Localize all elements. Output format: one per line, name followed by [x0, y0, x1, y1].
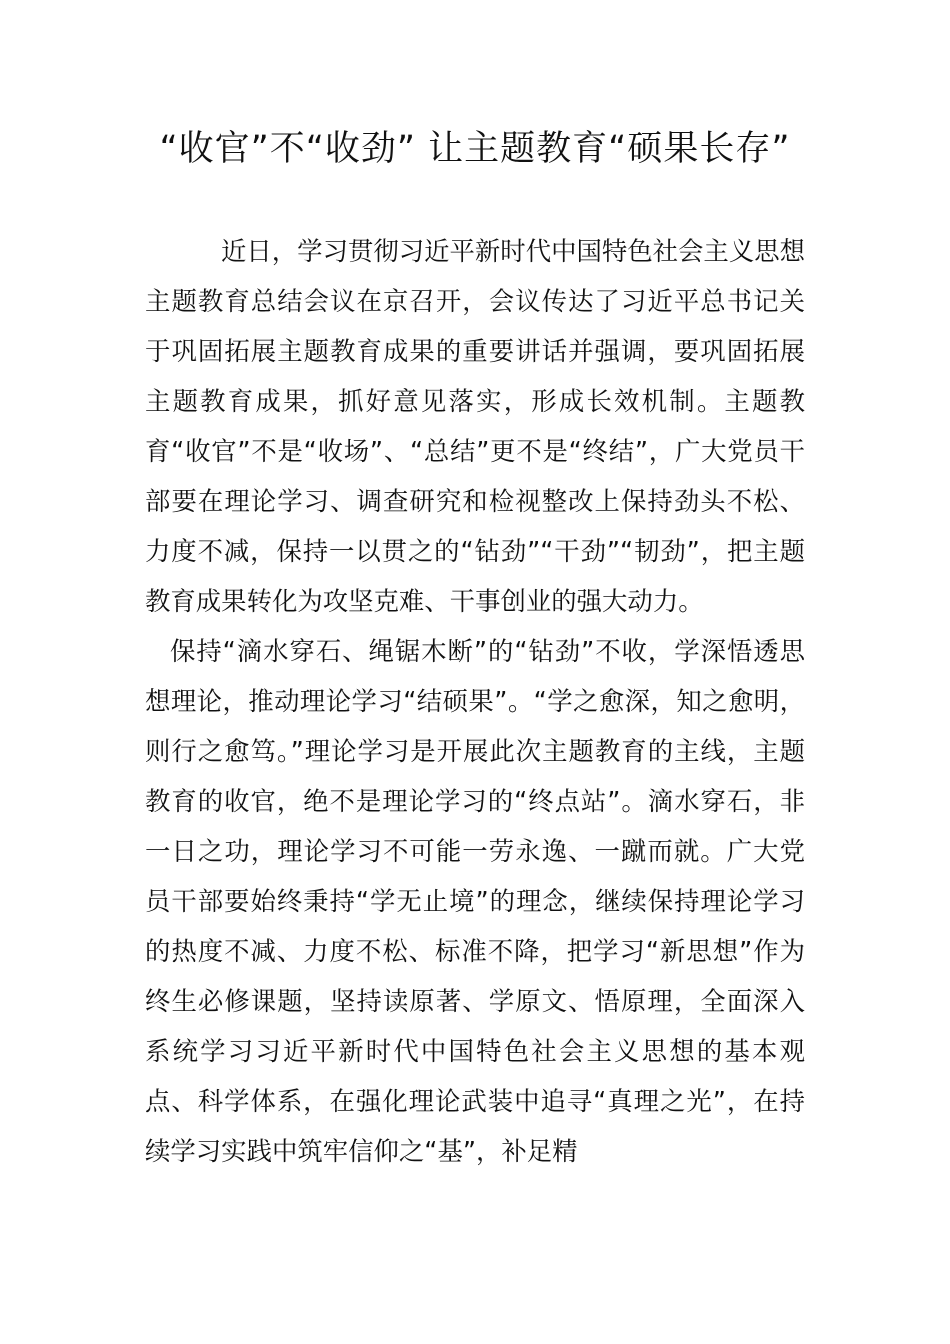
document-title: “收官”不“收劲” 让主题教育“硕果长存” [159, 129, 791, 169]
paragraph-theory-study: 保持“滴水穿石、绳锯木断”的“钻劲”不收，学深悟透思想理论，推动理论学习“结硕果”。“学之愈深，知之愈明，则行之愈笃。”理论学习是开展此次主题教育的主线，主题教育的收官，绝不是理论学习的“终点站”。滴水穿石，非一日之功，理论学习不可能一劳永逸、一蹴而就。广大党员干部要始终秉持“学无止境”的理念，继续保持理论学习的热度不减、力度不松、标准不降，把学习“新思想”作为终生必修课题，坚持读原著、学原文、悟原理，全面深入系统学习习近平新时代中国特色社会主义思想的基本观点、科学体系，在强化理论武装中追寻“真理之光”，在持续学习实践中筑牢信仰之“基”，补足精 [145, 636, 805, 1166]
paragraph-intro: 近日，学习贯彻习近平新时代中国特色社会主义思想主题教育总结会议在京召开，会议传达了习近平总书记关于巩固拓展主题教育成果的重要讲话并强调，要巩固拓展主题教育成果，抓好意见落实，形成长效机制。主题教育“收官”不是“收场”、“总结”更不是“终结”，广大党员干部要在理论学习、调查研究和检视整改上保持劲头不松、力度不减，保持一以贯之的“钻劲”“干劲”“韧劲”，把主题教育成果转化为攻坚克难、干事创业的强大动力。 [145, 236, 805, 616]
document-body [145, 226, 805, 1176]
